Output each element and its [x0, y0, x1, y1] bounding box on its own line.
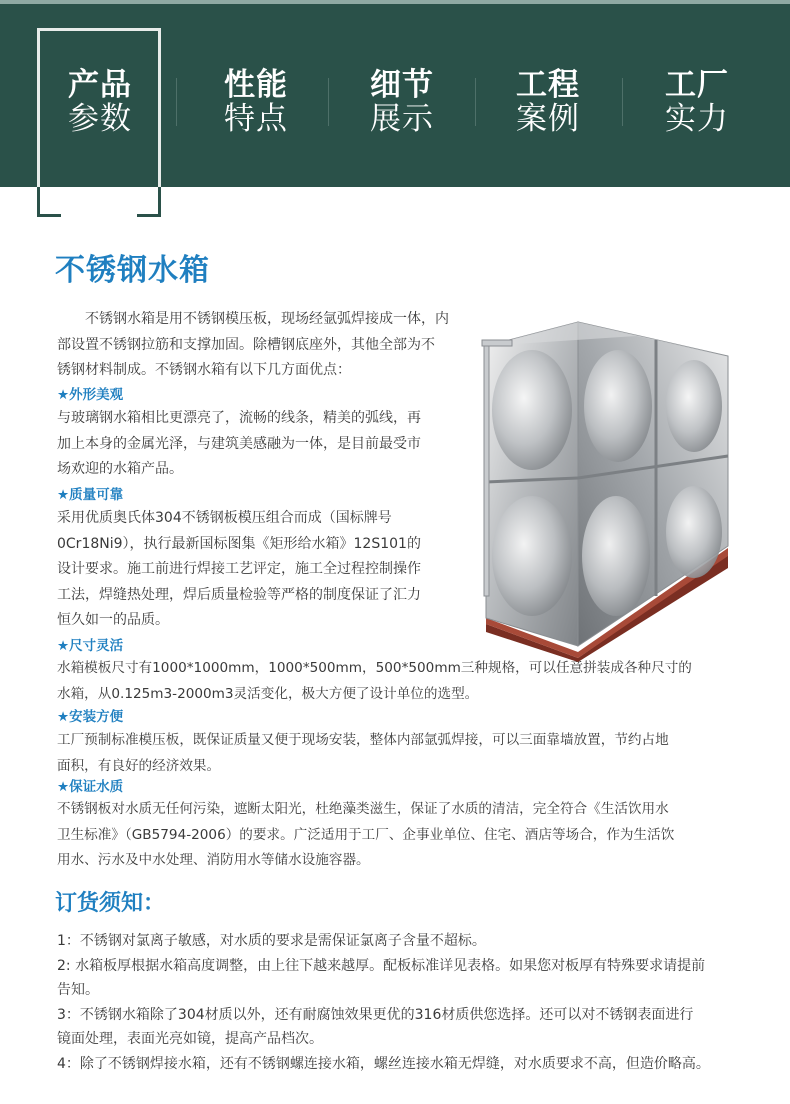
- order-line: 1：不锈钢对氯离子敏感，对水质的要求是需保证氯离子含量不超标。: [57, 933, 486, 949]
- order-line: 3：不锈钢水箱除了304材质以外，还有耐腐蚀效果更优的316材质供您选择。还可以对不锈钢表面进行: [57, 1007, 694, 1023]
- section-line: 加上本身的金属光泽，与建筑美感融为一体，是目前最受市: [57, 435, 421, 452]
- section-heading-size: ★尺寸灵活: [57, 638, 124, 654]
- tab-details[interactable]: [352, 68, 452, 136]
- tab-product-params[interactable]: [50, 68, 150, 136]
- tab-label-line1: 工厂: [665, 67, 729, 103]
- intro-line: 不锈钢水箱是用不锈钢模压板，现场经氩弧焊接成一体，内: [57, 311, 449, 327]
- intro-line: 锈钢材料制成。不锈钢水箱有以下几方面优点：: [57, 362, 351, 378]
- section-line: 0Cr18Ni9），执行最新国标图集《矩形给水箱》12S101的: [57, 535, 421, 552]
- tab-label-line1: 产品: [68, 67, 132, 103]
- nav-separator: [328, 78, 329, 126]
- section-line: 卫生标准》（GB5794-2006）的要求。广泛适用于工厂、企事业单位、住宅、酒店等场合，作为生活饮: [57, 826, 675, 843]
- tab-performance[interactable]: [206, 68, 306, 136]
- section-line: 水箱，从0.125m3-2000m3灵活变化，极大方便了设计单位的选型。: [57, 685, 479, 702]
- order-item: [57, 929, 747, 953]
- order-item: [57, 954, 747, 1002]
- tab-label-line2: 参数: [68, 101, 132, 137]
- section-line: 水箱模板尺寸有1000*1000mm，1000*500mm，500*500mm三种规格，可以任意拼装成各种尺寸的: [57, 660, 692, 676]
- tab-label-line2: 展示: [370, 101, 434, 137]
- nav-separator: [622, 78, 623, 126]
- tab-label-line2: 实力: [665, 101, 729, 137]
- order-line: 镜面处理，表面光亮如镜，提高产品档次。: [57, 1031, 323, 1047]
- section-body-install: [57, 728, 757, 779]
- nav-separator: [176, 78, 177, 126]
- section-body-quality: [57, 506, 467, 634]
- section-line: 工法，焊缝热处理，焊后质量检验等严格的制度保证了汇力: [57, 586, 421, 603]
- tab-projects[interactable]: [498, 68, 598, 136]
- order-item: [57, 1052, 747, 1076]
- intro-paragraph: [57, 307, 467, 384]
- stainless-tank-icon: [466, 306, 738, 662]
- tab-label-line2: 特点: [224, 101, 288, 137]
- order-notes-title: 订货须知：: [55, 891, 166, 916]
- section-heading-appearance: ★外形美观: [57, 387, 124, 403]
- section-heading-water-quality: ★保证水质: [57, 779, 124, 795]
- active-tab-frame-right-lower: [158, 187, 161, 217]
- section-line: 用水、污水及中水处理、消防用水等储水设施容器。: [57, 852, 370, 868]
- section-line: 与玻璃钢水箱相比更漂亮了，流畅的线条，精美的弧线，再: [57, 410, 421, 426]
- active-tab-frame-left-lower: [37, 187, 40, 217]
- nav-separator: [475, 78, 476, 126]
- active-tab-frame-bottom-left: [37, 214, 61, 217]
- section-line: 场欢迎的水箱产品。: [57, 461, 183, 477]
- order-line: 4：除了不锈钢焊接水箱，还有不锈钢螺连接水箱，螺丝连接水箱无焊缝，对水质要求不高，但造价略高。: [57, 1056, 710, 1072]
- section-line: 恒久如一的品质。: [57, 612, 169, 628]
- order-line: 告知。: [57, 982, 99, 998]
- section-body-water-quality: [57, 797, 757, 874]
- stainless-tank-image: [466, 306, 738, 662]
- section-line: 采用优质奥氏体304不锈钢板模压组合而成（国标牌号: [57, 510, 392, 526]
- section-line: 面积，有良好的经济效果。: [57, 757, 221, 774]
- active-tab-frame-top: [37, 28, 161, 31]
- product-title: 不锈钢水箱: [55, 253, 210, 288]
- intro-line: 部设置不锈钢拉筋和支撑加固。除槽钢底座外，其他全部为不: [57, 336, 435, 353]
- section-body-size: [57, 656, 757, 707]
- section-line: 工厂预制标准模压板，既保证质量又便于现场安装，整体内部氩弧焊接，可以三面靠墙放置，节约占地: [57, 732, 669, 748]
- tab-label-line1: 细节: [370, 67, 434, 103]
- order-line: 2: 水箱板厚根据水箱高度调整，由上往下越来越厚。配板标准详见表格。如果您对板厚有特殊要求请提前: [57, 958, 706, 974]
- header-top-line: [0, 0, 790, 4]
- section-line: 不锈钢板对水质无任何污染，遮断太阳光，杜绝藻类滋生，保证了水质的清洁，完全符合《生活饮用水: [57, 801, 669, 817]
- section-heading-quality: ★质量可靠: [57, 487, 124, 503]
- section-line: 设计要求。施工前进行焊接工艺评定，施工全过程控制操作: [57, 561, 421, 577]
- order-item: [57, 1003, 747, 1051]
- section-heading-install: ★安装方便: [57, 709, 124, 725]
- section-body-appearance: [57, 406, 467, 483]
- tab-label-line1: 性能: [224, 67, 288, 103]
- tab-factory[interactable]: [647, 68, 747, 136]
- tab-label-line1: 工程: [516, 67, 580, 103]
- tab-label-line2: 案例: [516, 101, 580, 137]
